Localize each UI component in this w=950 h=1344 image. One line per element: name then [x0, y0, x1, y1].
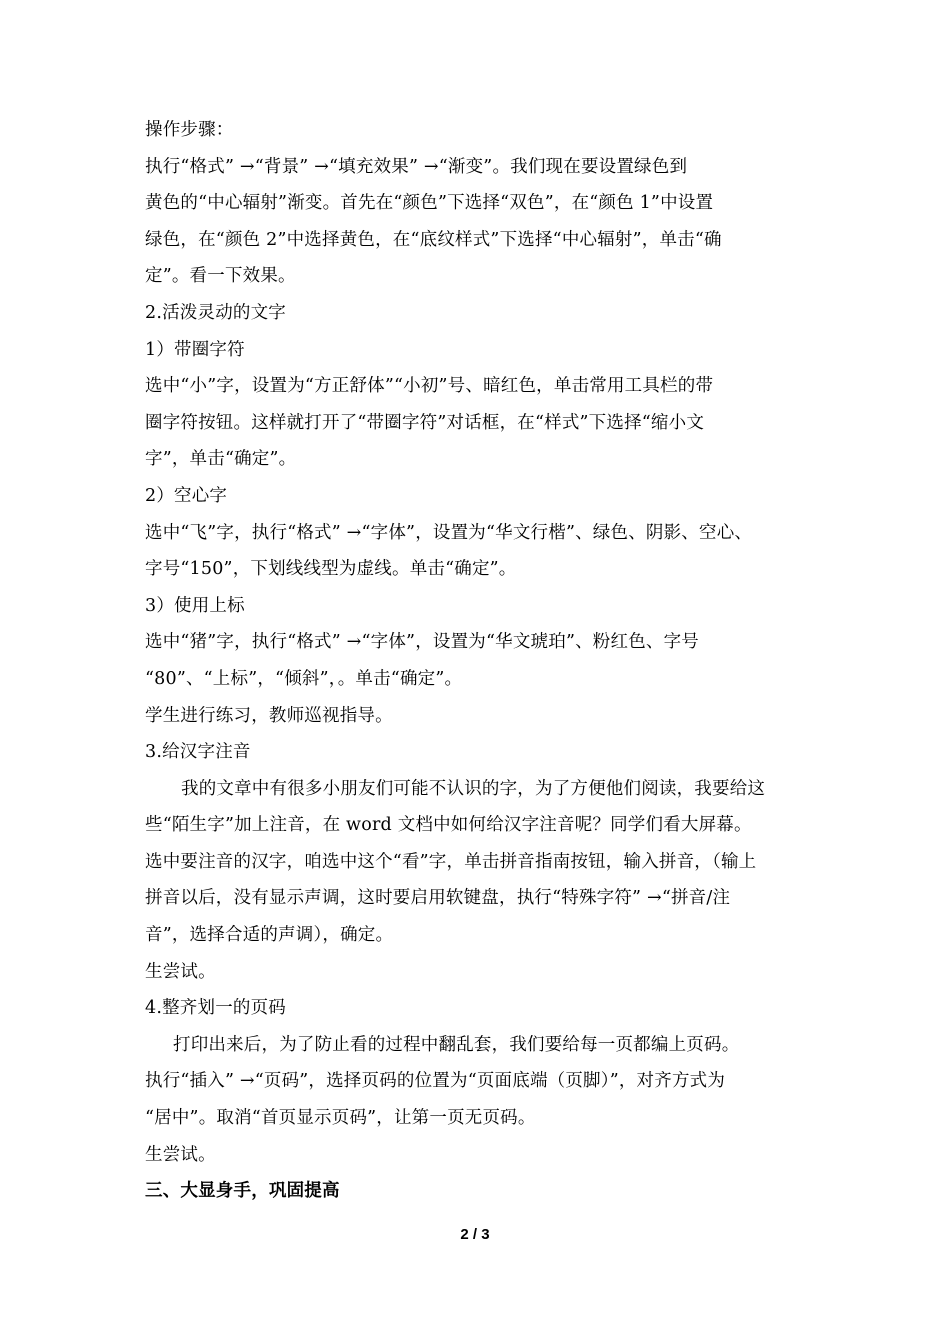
text-line: “80”、“上标”，“倾斜”，。单击“确定”。: [145, 668, 463, 689]
subsection-heading: 1）带圈字符: [145, 339, 245, 360]
text-line: 选中要注音的汉字，咱选中这个“看”字，单击拼音指南按钮，输入拼音，（输上: [145, 851, 757, 872]
text-line: 选中“猪”字，执行“格式” →“字体”，设置为“华文琥珀”、粉红色、字号: [145, 632, 699, 653]
text-line: 操作步骤：: [145, 120, 234, 140]
text-line: 黄色的“中心辐射”渐变。首先在“颜色”下选择“双色”，在“颜色 1”中设置: [145, 193, 714, 214]
text-line: 字号“150”，下划线线型为虚线。单击“确定”。: [145, 559, 517, 580]
text-line: 执行“格式” →“背景” →“填充效果” →“渐变”。我们现在要设置绿色到: [145, 156, 688, 177]
chapter-heading: 三、大显身手，巩固提高: [145, 1181, 340, 1202]
subsection-heading: 3）使用上标: [145, 595, 245, 616]
section-heading: 3.给汉字注音: [145, 742, 251, 763]
text-line: 学生进行练习，教师巡视指导。: [145, 705, 393, 726]
text-line: 生尝试。: [145, 1144, 216, 1165]
section-heading: 4.整齐划一的页码: [145, 998, 286, 1019]
section-heading: 2.活泼灵动的文字: [145, 302, 286, 323]
text-line: 字”，单击“确定”。: [145, 449, 297, 470]
subsection-heading: 2）空心字: [145, 485, 228, 506]
page-number: 2 / 3: [460, 1226, 490, 1243]
text-line: “居中”。取消“首页显示页码”，让第一页无页码。: [145, 1108, 536, 1129]
text-line: 绿色，在“颜色 2”中选择黄色，在“底纹样式”下选择“中心辐射”，单击“确: [145, 229, 722, 250]
text-line: 选中“小”字，设置为“方正舒体”“小初”号、暗红色，单击常用工具栏的带: [145, 376, 714, 397]
text-line: 拼音以后，没有显示声调，这时要启用软键盘，执行“特殊字符” →“拼音/注: [145, 888, 731, 909]
text-line: 些“陌生字”加上注音，在 word 文档中如何给汉字注音呢？同学们看大屏幕。: [145, 815, 752, 836]
text-line: 打印出来后，为了防止看的过程中翻乱套，我们要给每一页都编上页码。: [173, 1034, 740, 1055]
text-line: 音”，选择合适的声调），确定。: [145, 925, 394, 946]
document-body: [145, 112, 825, 1210]
text-line: 圈字符按钮。这样就打开了“带圈字符”对话框，在“样式”下选择“缩小文: [145, 412, 705, 433]
text-line: 执行“插入” →“页码”，选择页码的位置为“页面底端（页脚）”，对齐方式为: [145, 1071, 726, 1092]
text-line: 我的文章中有很多小朋友们可能不认识的字，为了方便他们阅读，我要给这: [181, 778, 766, 799]
text-line: 生尝试。: [145, 961, 216, 982]
text-line: 选中“飞”字，执行“格式” →“字体”，设置为“华文行楷”、绿色、阴影、空心、: [145, 522, 753, 543]
text-line: 定”。看一下效果。: [145, 266, 296, 287]
